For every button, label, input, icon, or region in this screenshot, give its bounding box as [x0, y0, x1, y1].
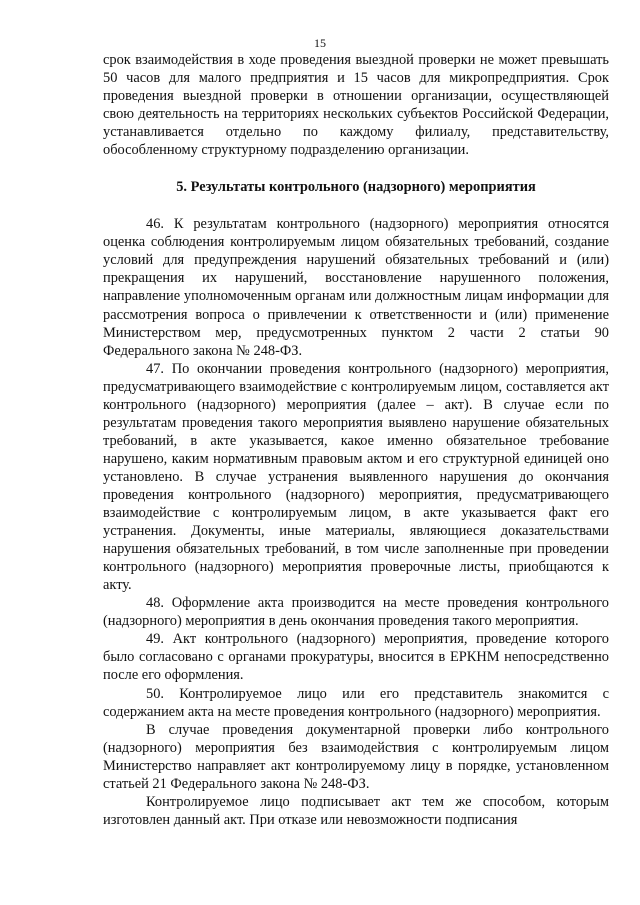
section-title: 5. Результаты контрольного (надзорного) мероприятия [176, 179, 536, 196]
paragraph-documentary-check: В случае проведения документарной проверки либо контрольного (надзорного) мероприятия без взаимодействия с контролируемым лицом Министерство направляет акт контролируемому лицу в порядке, установленном статьей 21 Федерального закона № 248-ФЗ. [103, 721, 609, 792]
page-number: 15 [314, 36, 326, 50]
paragraph-continuation: срок взаимодействия в ходе проведения выездной проверки не может превышать 50 часов для малого предприятия и 15 часов для микропредприятия. Срок проведения выездной проверки в отношении организации, осуществляющей свою деятельность на территориях нескольких субъектов Российской Федерации, устанавливается отдельно по каждому филиалу, представительству, обособленному структурному подразделению организации. [103, 52, 609, 159]
paragraph-49: 49. Акт контрольного (надзорного) мероприятия, проведение которого было согласовано с органами прокуратуры, вносится в ЕРКНМ непосредственно после его оформления. [103, 631, 609, 684]
paragraph-50: 50. Контролируемое лицо или его представитель знакомится с содержанием акта на месте проведения контрольного (надзорного) мероприятия. [103, 685, 609, 720]
paragraph-48: 48. Оформление акта производится на месте проведения контрольного (надзорного) мероприятия в день окончания проведения такого мероприятия. [103, 595, 609, 630]
document-body [103, 51, 609, 829]
paragraph-46: 46. К результатам контрольного (надзорного) мероприятия относятся оценка соблюдения контролируемым лицом обязательных требований, создание условий для предупреждения нарушений обязательных требований и (или) прекращения их нарушений, восстановление нарушенного положения, направление уполномоченным органам или должностным лицам информации для рассмотрения вопроса о привлечении к ответственности и (или) применение Министерством мер, предусмотренных пунктом 2 части 2 статьи 90 Федерального закона № 248-ФЗ. [103, 216, 609, 359]
paragraph-47: 47. По окончании проведения контрольного (надзорного) мероприятия, предусматривающего взаимодействие с контролируемым лицом, составляется акт контрольного (надзорного) мероприятия (далее – акт). В случае если по результатам проведения такого мероприятия выявлено нарушение обязательных требований, в акте указывается, какое именно обязательное требование нарушено, каким нормативным правовым актом и его структурной единицей оно установлено. В случае устранения выявленного нарушения до окончания проведения контрольного (надзорного) мероприятия, предусматривающего взаимодействие с контролируемым лицом, в акте указывается факт его устранения. Документы, иные материалы, являющиеся доказательствами нарушения обязательных требований, в том числе заполненные при проведении контрольного (надзорного) мероприятия проверочные листы, приобщаются к акту. [103, 360, 609, 594]
paragraph-signing: Контролируемое лицо подписывает акт тем же способом, которым изготовлен данный акт. При отказе или невозможности подписания [103, 793, 609, 828]
